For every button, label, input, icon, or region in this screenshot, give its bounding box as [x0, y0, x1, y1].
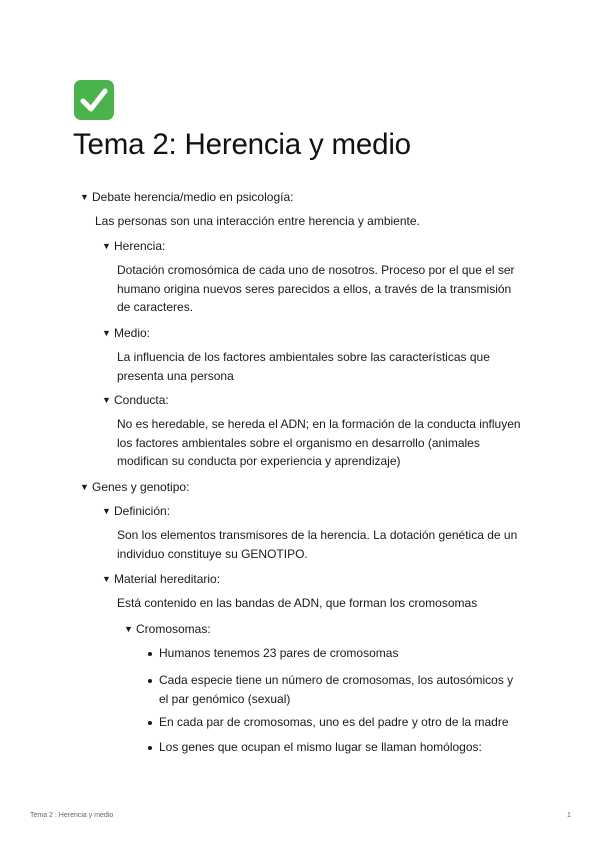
list-item: Humanos tenemos 23 pares de cromosomas [159, 646, 399, 660]
herencia-line: Dotación cromosómica de cada uno de nosotros. Proceso por el que el ser [117, 263, 515, 277]
toggle-definicion[interactable]: ▼ Definición: [102, 502, 170, 521]
list-item-continuation: el par genómico (sexual) [159, 691, 291, 706]
toggle-debate[interactable]: ▼ Debate herencia/medio en psicología: [80, 188, 293, 207]
list-item: En cada par de cromosomas, uno es del padre y otro de la madre [159, 715, 509, 729]
triangle-down-icon: ▼ [102, 574, 111, 584]
triangle-down-icon: ▼ [102, 241, 111, 251]
page-number: 1 [567, 812, 571, 819]
toggle-cromosomas[interactable]: ▼ Cromosomas: [124, 620, 211, 639]
conducta-line: No es heredable, se hereda el ADN; en la formación de la conducta influyen [117, 417, 521, 431]
medio-line: La influencia de los factores ambientales sobre las características que [117, 350, 490, 364]
herencia-line: de caracteres. [117, 300, 194, 314]
bullet-icon [148, 652, 152, 656]
triangle-down-icon: ▼ [102, 328, 111, 338]
herencia-line: humano origina nuevos seres parecidos a ellos, a través de la transmisión [117, 281, 512, 296]
medio-line: presenta una persona [117, 368, 234, 383]
footer-title: Tema 2 : Herencia y medio [30, 812, 114, 819]
conducta-line: modifican su conducta por experiencia y aprendizaje) [117, 454, 401, 468]
toggle-material[interactable]: ▼ Material hereditario: [102, 570, 220, 589]
triangle-down-icon: ▼ [102, 395, 111, 405]
check-mark-icon [74, 80, 114, 120]
triangle-down-icon: ▼ [124, 624, 133, 634]
definicion-line: Son los elementos transmisores de la herencia. La dotación genética de un [117, 528, 518, 542]
material-intro: Está contenido en las bandas de ADN, que forman los cromosomas [117, 596, 478, 610]
toggle-conducta[interactable]: ▼ Conducta: [102, 391, 169, 410]
list-item: Los genes que ocupan el mismo lugar se llaman homólogos: [159, 740, 482, 754]
toggle-genes[interactable]: ▼ Genes y genotipo: [80, 478, 189, 497]
triangle-down-icon: ▼ [80, 192, 89, 202]
list-item: Cada especie tiene un número de cromosomas, los autosómicos y [159, 673, 514, 687]
definicion-line: individuo constituye su GENOTIPO. [117, 546, 308, 561]
bullet-icon [148, 721, 152, 725]
conducta-line: los factores ambientales sobre el organismo en desarrollo (animales [117, 435, 480, 450]
bullet-icon [148, 679, 152, 683]
triangle-down-icon: ▼ [102, 506, 111, 516]
bullet-icon [148, 746, 152, 750]
triangle-down-icon: ▼ [80, 482, 89, 492]
debate-intro: Las personas son una interacción entre herencia y ambiente. [95, 214, 420, 228]
toggle-medio[interactable]: ▼ Medio: [102, 324, 150, 343]
toggle-herencia[interactable]: ▼ Herencia: [102, 237, 165, 256]
page-title: Tema 2: Herencia y medio [73, 128, 411, 161]
